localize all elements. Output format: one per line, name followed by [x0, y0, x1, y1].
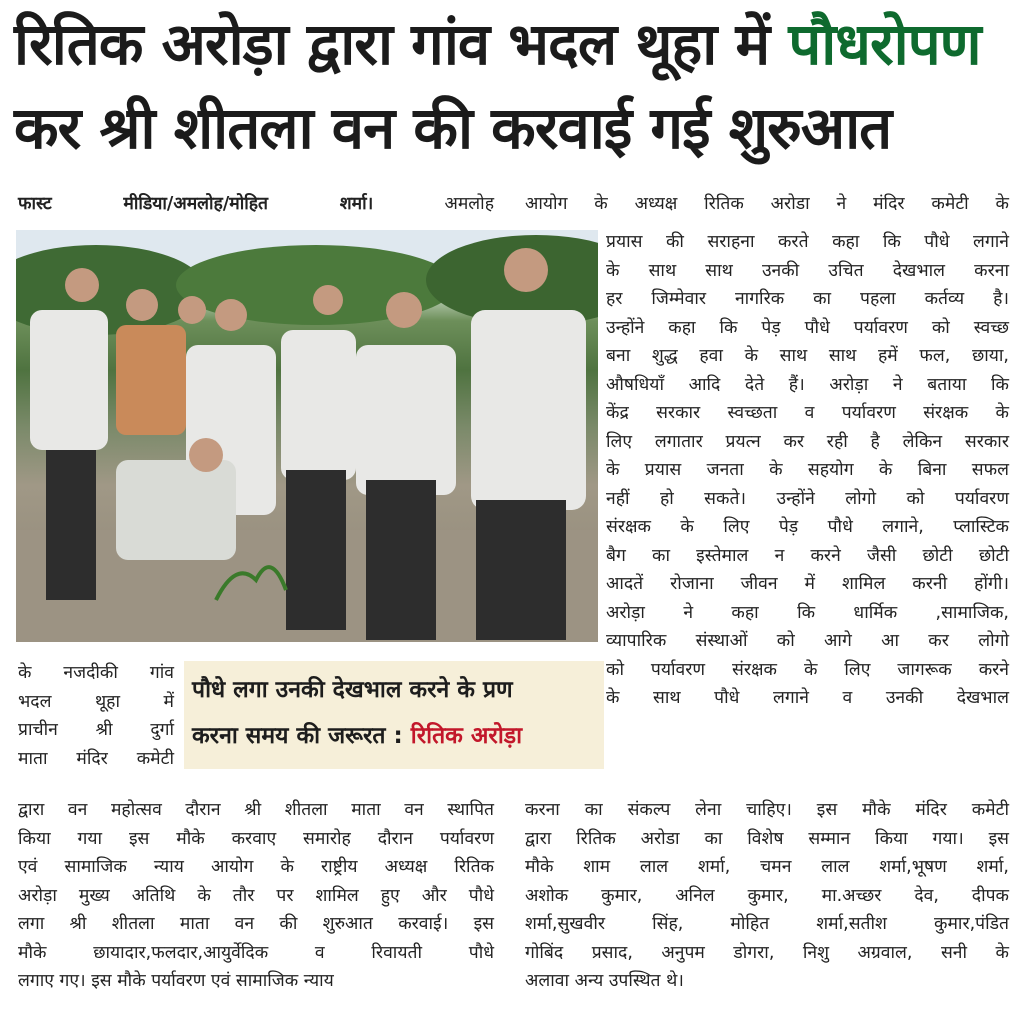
text-line: के प्रयास जनता के सहयोग के बिना सफल — [606, 460, 1009, 480]
right-column-text — [606, 228, 1009, 713]
text-line: प्राचीन श्री दुर्गा — [18, 720, 174, 740]
text-line: आदतें रोजाना जीवन में शामिल करनी होंगी। — [606, 574, 1009, 594]
text-line: के साथ साथ उनकी उचित देखभाल करना — [606, 260, 1009, 281]
right-bottom-text — [525, 796, 1009, 996]
text-line: व्यापारिक संस्थाओं को आगे आ कर लोगो — [606, 631, 1009, 651]
text-line: द्वारा रितिक अरोडा का विशेष सम्मान किया गया। इस — [525, 828, 1009, 849]
headline-part-green: पौधरोपण — [788, 10, 981, 78]
byline — [18, 190, 494, 219]
byline-place: अमलोह — [444, 194, 494, 214]
text-line: किया गया इस मौके करवाए समारोह दौरान पर्यावरण — [18, 828, 494, 849]
text-line: अरोड़ा मुख्य अतिथि के तौर पर शामिल हुए और पौधे — [18, 885, 494, 906]
subheading-line-1: पौधे लगा उनकी देखभाल करने के प्रण — [192, 677, 513, 703]
headline — [14, 2, 1018, 170]
text-line: को पर्यावरण संरक्षक के लिए जागरूक करने — [606, 659, 1009, 680]
text-line: औषधियाँ आदि देते हैं। अरोड़ा ने बताया कि — [606, 374, 1009, 395]
text-line: शर्मा,सुखवीर सिंह, मोहित शर्मा,सतीश कुमार,पंडित — [525, 914, 1009, 934]
text-line: संरक्षक के लिए पेड़ पौधे लगाने, प्लास्टिक — [606, 517, 1009, 537]
text-line: बना शुद्ध हवा के साथ साथ हमें फल, छाया, — [606, 346, 1009, 366]
byline-source: फास्ट मीडिया/अमलोह/मोहित शर्मा। — [18, 194, 374, 214]
text-line: अरोड़ा ने कहा कि धार्मिक ,सामाजिक, — [606, 602, 1009, 623]
text-line: उन्होंने कहा कि पेड़ पौधे पर्यावरण को स्वच्छ — [606, 317, 1009, 338]
text-line: द्वारा वन महोत्सव दौरान श्री शीतला माता वन स्थापित — [18, 800, 494, 820]
text-line: अशोक कुमार, अनिल कुमार, मा.अच्छर देव, दीपक — [525, 885, 1009, 906]
text-line: बैग का इस्तेमाल न करने जैसी छोटी छोटी — [606, 545, 1009, 566]
text-line: केंद्र सरकार स्वच्छता व पर्यावरण संरक्षक के — [606, 403, 1009, 423]
headline-line-1 — [14, 2, 1018, 86]
text-line: नहीं हो सकते। उन्होंने लोगो को पर्यावरण — [606, 488, 1009, 509]
left-bottom-text — [18, 796, 494, 996]
news-photo — [16, 230, 598, 642]
subheading-part-red: रितिक अरोड़ा — [410, 723, 523, 749]
text-line: करना का संकल्प लेना चाहिए। इस मौके मंदिर कमेटी — [525, 800, 1009, 820]
text-line: मौके छायादार,फलदार,आयुर्वेदिक व रिवायती पौधे — [18, 942, 494, 963]
text-line: हर जिम्मेवार नागरिक का पहला कर्तव्य है। — [606, 289, 1009, 309]
right-top-text — [525, 190, 1009, 219]
text-line: लगाए गए। इस मौके पर्यावरण एवं सामाजिक न्याय — [18, 971, 334, 991]
headline-part-black: रितिक अरोड़ा द्वारा गांव भदल थूहा में — [14, 10, 789, 78]
subheading-box — [184, 661, 604, 769]
text-line: मौके शाम लाल शर्मा, चमन लाल शर्मा,भूषण शर्मा, — [525, 857, 1009, 877]
text-line: एवं सामाजिक न्याय आयोग के राष्ट्रीय अध्यक्ष रितिक — [18, 857, 494, 877]
subheading-line-2 — [192, 713, 596, 759]
text-line: के नजदीकी गांव — [18, 663, 174, 683]
headline-line-2: कर श्री शीतला वन की करवाई गई शुरुआत — [14, 94, 892, 162]
text-line: गोबिंद प्रसाद, अनुपम डोगरा, निशु अग्रवाल, सनी के — [525, 942, 1009, 963]
text-line: अलावा अन्य उपस्थित थे। — [525, 971, 684, 991]
text-line: प्रयास की सराहना करते कहा कि पौधे लगाने — [606, 232, 1009, 252]
text-line: लिए लगातार प्रयत्न कर रही है लेकिन सरकार — [606, 431, 1009, 452]
text-line: के साथ पौधे लगाने व उनकी देखभाल — [606, 688, 1009, 708]
left-narrow-text — [18, 659, 174, 773]
subheading-part-black: करना समय की जरूरत : — [192, 723, 411, 749]
photo-illustration — [16, 230, 598, 642]
text-line: माता मंदिर कमेटी — [18, 748, 174, 769]
text-line: भदल थूहा में — [18, 691, 174, 712]
text-line: आयोग के अध्यक्ष रितिक अरोडा ने मंदिर कमेटी के — [525, 194, 1009, 214]
text-line: लगा श्री शीतला माता वन की शुरुआत करवाई। इस — [18, 914, 494, 934]
